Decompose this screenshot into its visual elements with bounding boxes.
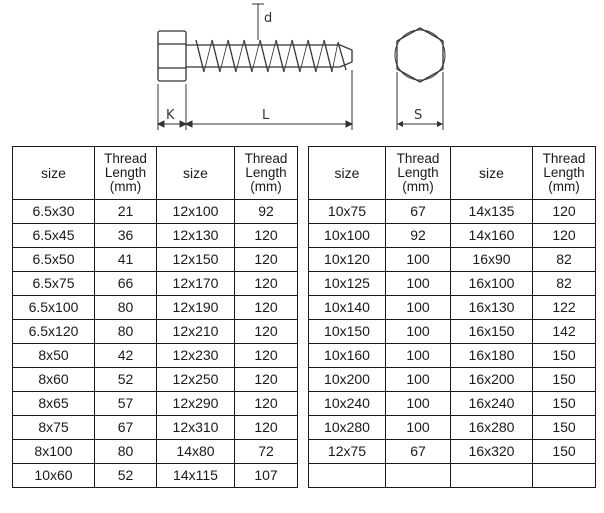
header-size: size (13, 147, 95, 200)
thread-length-cell: 67 (386, 200, 451, 224)
table-row (309, 320, 596, 344)
thread-length-cell: 42 (95, 344, 157, 368)
dim-s-label: S (414, 108, 423, 123)
size-cell: 16x150 (451, 320, 533, 344)
size-cell: 16x200 (451, 368, 533, 392)
thread-length-cell: 120 (235, 368, 298, 392)
thread-length-cell (386, 464, 451, 488)
size-cell (309, 464, 386, 488)
thread-length-cell: 100 (386, 416, 451, 440)
thread-length-cell: 100 (386, 368, 451, 392)
thread-length-cell: 52 (95, 464, 157, 488)
thread-length-cell: 80 (95, 296, 157, 320)
size-cell: 6.5x45 (13, 224, 95, 248)
size-cell: 10x75 (309, 200, 386, 224)
thread-length-cell: 80 (95, 440, 157, 464)
table-header-row (309, 147, 596, 200)
thread-length-cell: 150 (533, 440, 596, 464)
header-thread-length: Thread Length (mm) (533, 147, 596, 200)
size-cell: 14x135 (451, 200, 533, 224)
table-row (309, 392, 596, 416)
size-cell: 12x210 (157, 320, 235, 344)
size-cell: 16x90 (451, 248, 533, 272)
size-cell: 12x130 (157, 224, 235, 248)
size-cell: 8x65 (13, 392, 95, 416)
thread-length-cell: 120 (235, 224, 298, 248)
table-row (309, 272, 596, 296)
table-row (309, 344, 596, 368)
thread-length-cell: 92 (235, 200, 298, 224)
table-row (13, 224, 298, 248)
size-cell: 8x60 (13, 368, 95, 392)
size-cell: 12x310 (157, 416, 235, 440)
thread-length-cell: 67 (386, 440, 451, 464)
table-row (13, 392, 298, 416)
thread-length-cell: 120 (533, 224, 596, 248)
thread-length-cell: 107 (235, 464, 298, 488)
size-cell: 6.5x50 (13, 248, 95, 272)
thread-length-cell: 80 (95, 320, 157, 344)
size-cell: 12x190 (157, 296, 235, 320)
thread-length-cell: 120 (235, 416, 298, 440)
screw-technical-drawing (0, 0, 604, 140)
thread-length-cell: 92 (386, 224, 451, 248)
size-cell: 12x100 (157, 200, 235, 224)
header-size: size (451, 147, 533, 200)
size-cell: 6.5x100 (13, 296, 95, 320)
thread-length-cell: 41 (95, 248, 157, 272)
thread-length-cell: 100 (386, 248, 451, 272)
table-row (309, 440, 596, 464)
table-row (309, 224, 596, 248)
size-cell: 8x75 (13, 416, 95, 440)
dim-k-label: K (166, 108, 175, 123)
thread-length-cell: 52 (95, 368, 157, 392)
size-cell: 14x80 (157, 440, 235, 464)
size-cell: 10x140 (309, 296, 386, 320)
size-cell: 10x280 (309, 416, 386, 440)
size-cell: 12x250 (157, 368, 235, 392)
size-cell: 10x125 (309, 272, 386, 296)
size-cell: 16x240 (451, 392, 533, 416)
thread-length-cell: 150 (533, 416, 596, 440)
thread-length-cell: 142 (533, 320, 596, 344)
length-dimensions (158, 70, 352, 130)
size-cell: 10x60 (13, 464, 95, 488)
table-row (13, 368, 298, 392)
table-row (13, 416, 298, 440)
thread-length-cell: 66 (95, 272, 157, 296)
table-row (309, 200, 596, 224)
header-thread-length: Thread Length (mm) (386, 147, 451, 200)
size-cell: 14x115 (157, 464, 235, 488)
thread-length-cell: 100 (386, 272, 451, 296)
size-cell: 14x160 (451, 224, 533, 248)
table-row (309, 248, 596, 272)
thread-length-cell: 21 (95, 200, 157, 224)
thread-length-cell: 150 (533, 344, 596, 368)
thread-length-cell: 120 (235, 344, 298, 368)
table-row (13, 320, 298, 344)
header-size: size (309, 147, 386, 200)
size-cell: 6.5x30 (13, 200, 95, 224)
thread-length-cell: 150 (533, 392, 596, 416)
table-row (309, 416, 596, 440)
thread-length-table-right (308, 146, 596, 488)
size-cell: 10x200 (309, 368, 386, 392)
table-row (309, 368, 596, 392)
thread-length-cell: 67 (95, 416, 157, 440)
dim-l-label: L (262, 108, 270, 123)
size-cell: 12x230 (157, 344, 235, 368)
screw-side-view (158, 31, 352, 81)
thread-length-cell: 120 (235, 248, 298, 272)
header-thread-length: Thread Length (mm) (95, 147, 157, 200)
size-cell: 8x100 (13, 440, 95, 464)
size-cell: 10x100 (309, 224, 386, 248)
thread-length-cell (533, 464, 596, 488)
size-cell: 6.5x120 (13, 320, 95, 344)
thread-length-cell: 120 (235, 392, 298, 416)
table-row (309, 464, 596, 488)
size-cell: 6.5x75 (13, 272, 95, 296)
size-cell: 16x130 (451, 296, 533, 320)
size-cell: 10x160 (309, 344, 386, 368)
thread-length-cell: 122 (533, 296, 596, 320)
table-row (13, 296, 298, 320)
size-cell: 8x50 (13, 344, 95, 368)
thread-length-cell: 82 (533, 272, 596, 296)
table-row (13, 440, 298, 464)
thread-length-cell: 36 (95, 224, 157, 248)
table-row (309, 296, 596, 320)
size-cell: 12x290 (157, 392, 235, 416)
table-row (13, 248, 298, 272)
thread-length-cell: 82 (533, 248, 596, 272)
size-cell: 10x120 (309, 248, 386, 272)
size-cell: 12x75 (309, 440, 386, 464)
table-header-row (13, 147, 298, 200)
diameter-dimension (252, 4, 264, 40)
thread-length-cell: 120 (235, 320, 298, 344)
size-cell: 16x100 (451, 272, 533, 296)
thread-length-cell: 100 (386, 320, 451, 344)
thread-length-cell: 72 (235, 440, 298, 464)
size-cell: 10x240 (309, 392, 386, 416)
header-thread-length: Thread Length (mm) (235, 147, 298, 200)
size-cell: 16x320 (451, 440, 533, 464)
size-cell: 12x170 (157, 272, 235, 296)
screw-drawing-svg (0, 0, 604, 140)
thread-length-cell: 100 (386, 296, 451, 320)
size-cell: 10x150 (309, 320, 386, 344)
size-cell: 16x280 (451, 416, 533, 440)
thread-length-table-left (12, 146, 298, 488)
size-cell: 12x150 (157, 248, 235, 272)
thread-length-cell: 150 (533, 368, 596, 392)
table-row (13, 272, 298, 296)
thread-length-cell: 120 (235, 296, 298, 320)
header-size: size (157, 147, 235, 200)
thread-length-cell: 120 (533, 200, 596, 224)
thread-length-cell: 100 (386, 344, 451, 368)
size-cell: 16x180 (451, 344, 533, 368)
thread-length-cell: 120 (235, 272, 298, 296)
size-cell (451, 464, 533, 488)
table-row (13, 200, 298, 224)
table-row (13, 464, 298, 488)
thread-length-cell: 100 (386, 392, 451, 416)
dim-d-label: d (264, 11, 273, 26)
table-row (13, 344, 298, 368)
thread-length-cell: 57 (95, 392, 157, 416)
